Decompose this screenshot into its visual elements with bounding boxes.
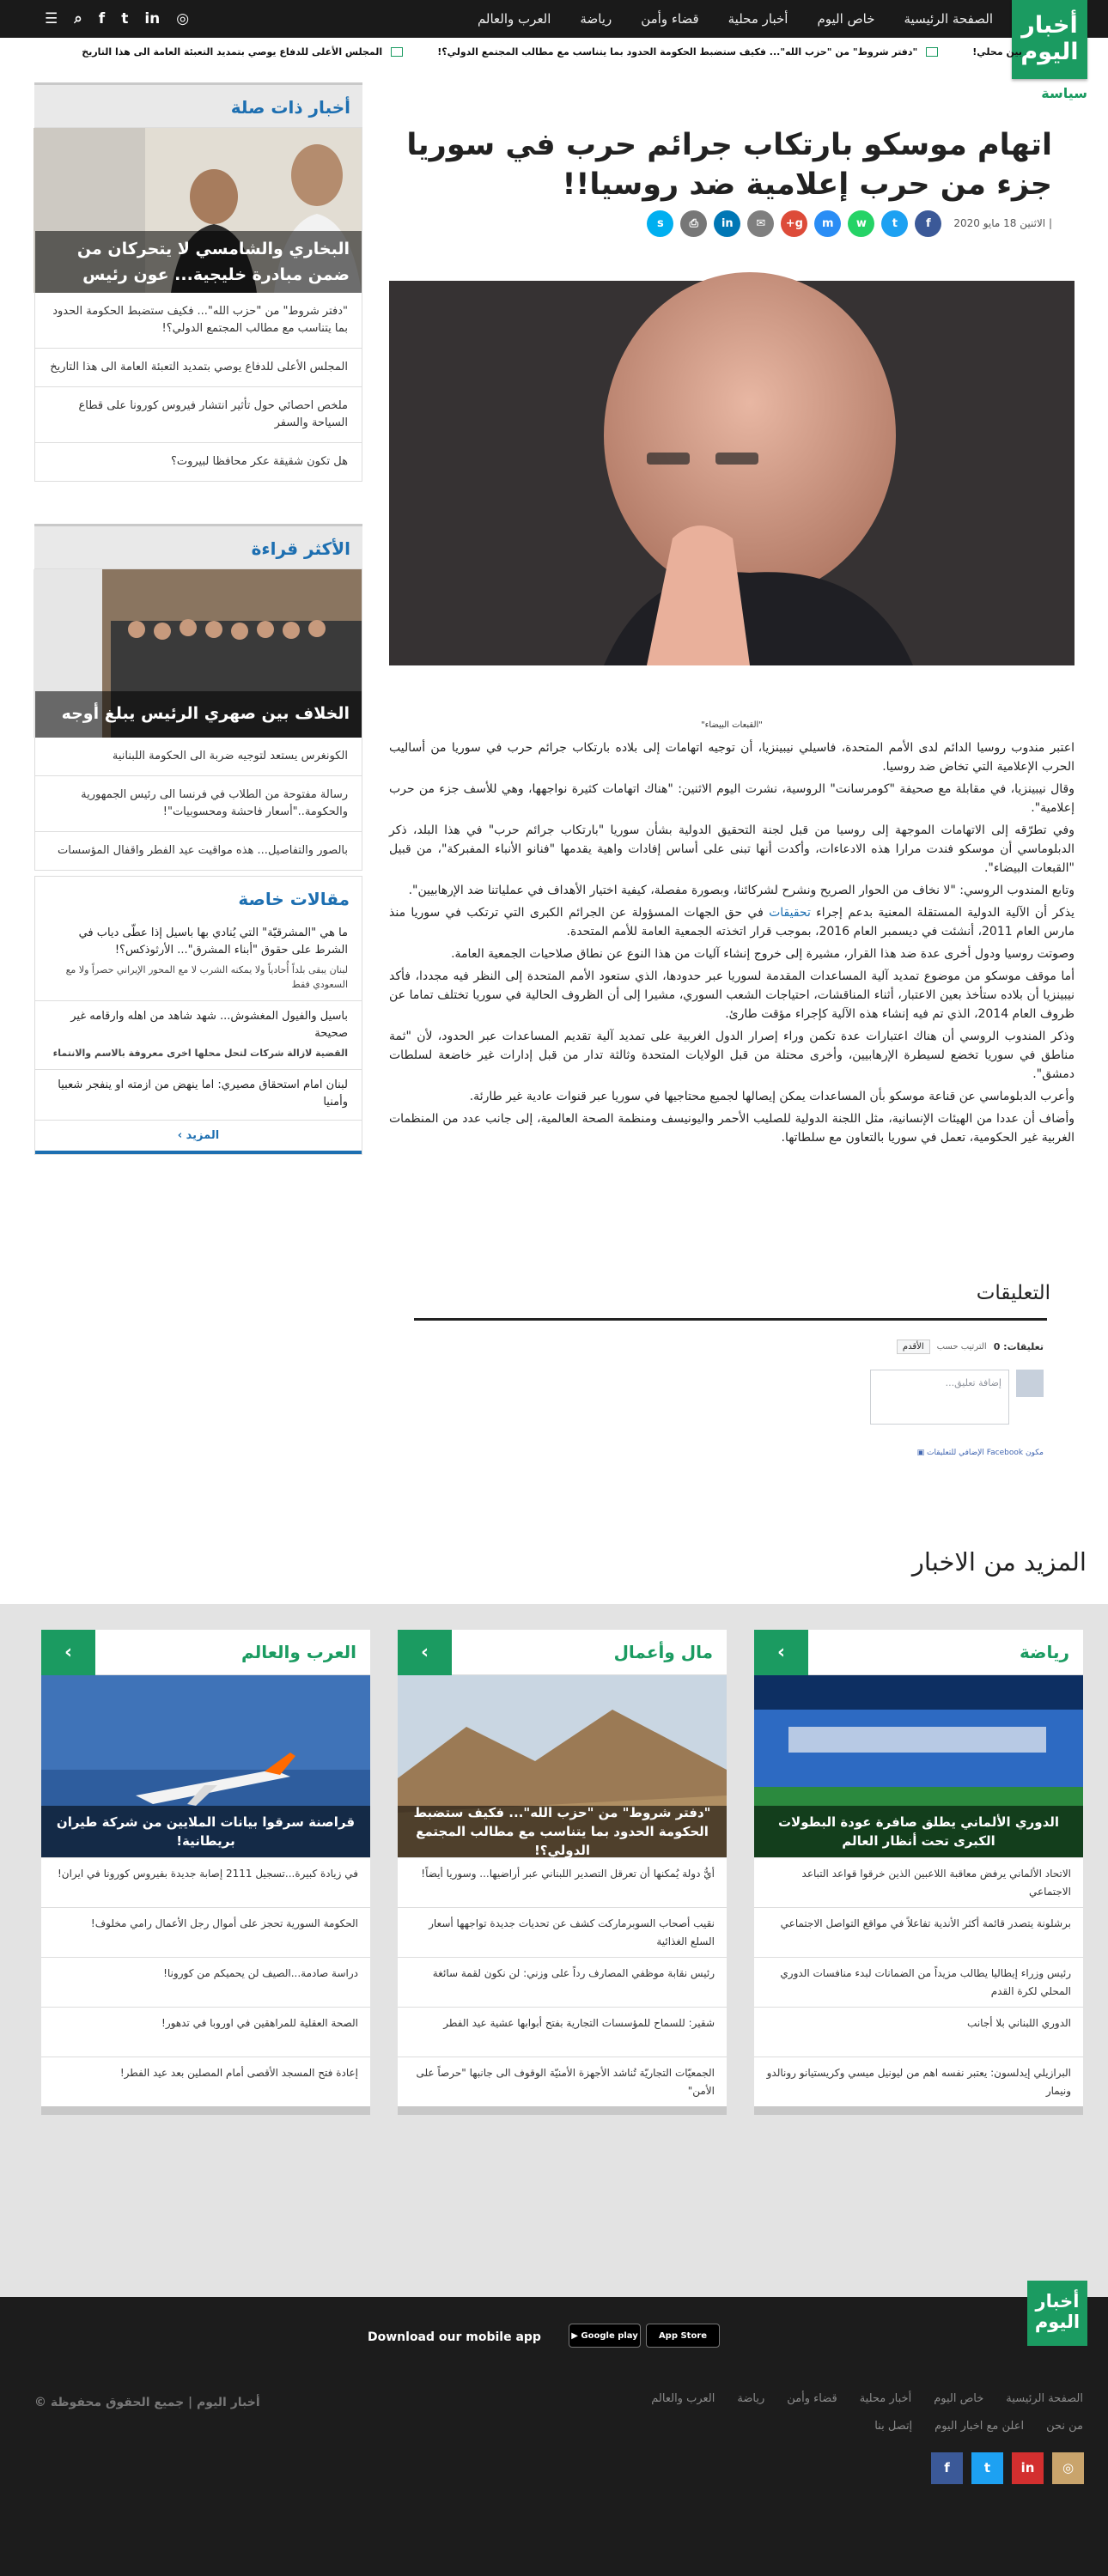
- related-image[interactable]: [35, 128, 362, 310]
- ticker-bullet-icon: [926, 47, 938, 57]
- linkedin-icon[interactable]: in: [1012, 2452, 1044, 2484]
- top-icons: [45, 0, 189, 38]
- site-logo[interactable]: أخبار اليوم: [1012, 0, 1087, 79]
- ticker-item[interactable]: "دفتر شروط" من "حزب الله"... فكيف ستضبط الحكومة الحدود بما يتناسب مع مطالب المجتمع الدولي؟!: [437, 46, 938, 58]
- chevron-right-icon[interactable]: ›: [754, 1630, 808, 1675]
- related-title: أخبار ذات صلة: [34, 82, 362, 127]
- article-paragraph: وأضاف أن عددا من الهيئات الإنسانية، مثل اللجنة الدولية للصليب الأحمر واليونيسف ومنظمة الصحة العالمية، إلى جانب عدد من المنظمات الغربية غير الحكومية، تعمل في سوريا بالتعاون مع سلطاتها.: [389, 1112, 1075, 1145]
- article-meta: [647, 210, 1052, 237]
- image-caption: "القبعات البيضاء": [701, 720, 763, 730]
- column-caption[interactable]: الدوري الألماني يطلق صافرة عودة البطولات الكبرى تحت أنظار العالم: [754, 1806, 1083, 1857]
- column-item[interactable]: أيُّ دولة يُمكنها أن تعرقل التصدير اللبناني عبر أراضيها... وسوريا أيضاً!: [398, 1857, 727, 1907]
- column-item[interactable]: نقيب أصحاب السوبرماركت كشف عن تحديات جديدة تواجهها أسعار السلع الغذائية: [398, 1907, 727, 1957]
- news-column-business: [398, 1630, 727, 2115]
- email-share-icon[interactable]: ✉: [747, 210, 774, 237]
- column-item[interactable]: الجمعيّات التجاريّة تُناشد الأجهزة الأمنيّة الوقوف الى جانبها "حرصاً على الأمن": [398, 2057, 727, 2106]
- copyright: أخبار اليوم | جميع الحقوق محفوظة ©: [34, 2396, 260, 2409]
- sort-label: الترتيب حسب: [936, 1342, 987, 1352]
- chevron-right-icon[interactable]: ›: [41, 1630, 95, 1675]
- ticker-item[interactable]: بين محلي!: [972, 46, 1022, 58]
- facebook-icon[interactable]: f: [98, 10, 106, 27]
- column-caption[interactable]: قراصنة سرقوا بيانات الملايين من شركة طيران بريطانية!: [41, 1806, 370, 1857]
- related-item[interactable]: هل تكون شقيقة عكر محافظا لبيروت؟: [170, 455, 348, 468]
- article-title: اتهام موسكو بارتكاب جرائم حرب في سوريا جزء من حرب إعلامية ضد روسيا!!: [406, 128, 1052, 202]
- ticker-bullet-icon: [391, 47, 403, 57]
- comment-input[interactable]: إضافة تعليق...: [870, 1370, 1009, 1425]
- article-paragraph: وأعرب الدبلوماسي عن قناعة موسكو بأن المساعدات يمكن إيصالها لجميع محتاجيها في سوريا عبر قنوات عادية غير طارئة.: [469, 1090, 1075, 1103]
- chevron-right-icon[interactable]: ›: [398, 1630, 452, 1675]
- special-item[interactable]: ما هي "المشرقيّة" التي يُنادي بها باسيل إذا عطّى دياب في الشرط على حقوق "أبناء المشرق"... الأرثوذكس؟! لبنان يبقى بلداً أُحادياً ولا يمكنه الشرب لا مع المحور الإيراني حصراً ولا مع السعودي فقط: [35, 918, 362, 1001]
- search-icon[interactable]: ⌕: [74, 10, 82, 27]
- mostread-caption[interactable]: الخلاف بين صهري الرئيس يبلغ أوجه: [35, 691, 362, 738]
- mostread-item[interactable]: رسالة مفتوحة من الطلاب في فرنسا الى رئيس الجمهورية والحكومة.."أسعار فاحشة ومحسوبيات"!: [35, 776, 362, 832]
- nav-exclusive[interactable]: خاص اليوم: [817, 11, 875, 27]
- messenger-share-icon[interactable]: m: [814, 210, 841, 237]
- special-title: مقالات خاصة: [238, 889, 350, 909]
- column-title[interactable]: مال وأعمال: [613, 1642, 713, 1662]
- sort-select[interactable]: الأقدم: [897, 1340, 930, 1354]
- column-image[interactable]: [754, 1675, 1083, 1857]
- column-item[interactable]: في زيادة كبيرة...تسجيل 2111 إصابة جديدة بفيروس كورونا في ايران!: [41, 1857, 370, 1907]
- article-paragraph: وذكر المندوب الروسي أن هناك اعتبارات عدة تكمن وراء إصرار الدول الغربية على تمديد آلية تقديم المساعدات عبر الحدود، لأن "ثمة مناطق في سوريا تخضع لسيطرة الإرهابيين، وأخرى محتلة من قبل الولايات المتحدة وثالثة تدار من قبل إدارات غير خاضعة لسلطات دمشق".: [389, 1030, 1075, 1081]
- column-item[interactable]: رئيس وزراء إيطاليا يطالب مزيداً من الضمانات لبدء منافسات الدوري المحلي لكرة القدم: [754, 1957, 1083, 2007]
- column-image[interactable]: [41, 1675, 370, 1857]
- mostread-image[interactable]: [35, 569, 362, 738]
- related-item[interactable]: ملخص احصائي حول تأثير انتشار فيروس كورونا على قطاع السياحة والسفر: [35, 387, 362, 443]
- article-paragraph: أما موقف موسكو من موضوع تمديد آلية المساعدات المقدمة لسوريا عبر حدودها، الذي ستعود الأمم المتحدة إلى النظر فيه مجددا، فأكد نيبينزيا أن بلاده ستأخذ بعين الاعتبار، أثناء المناقشات، احتياجات الشعب السوري، مشيرا إلى أن الظروف الحالية في سوريا تختلف تماما عن ظروف العام 2014، الذي تم فيه إنشاء هذه الآلية كإجراء مؤقت طارئ.: [389, 969, 1075, 1021]
- special-item[interactable]: لبنان امام استحقاق مصيري: اما ينهض من ازمته او ينفجر شعبيا وأمنيا: [35, 1070, 362, 1121]
- investigations-link[interactable]: تحقيقات: [769, 906, 811, 920]
- diplomat-photo: [389, 281, 1075, 665]
- nav-local[interactable]: أخبار محلية: [728, 11, 788, 27]
- section-label[interactable]: سياسة: [1041, 85, 1087, 101]
- instagram-icon[interactable]: ◎: [1052, 2452, 1084, 2484]
- whatsapp-share-icon[interactable]: w: [848, 210, 874, 237]
- main-nav: [478, 0, 993, 38]
- fb-plugin-link[interactable]: مكون Facebook الإضافي للتعليقات ▣: [916, 1449, 1044, 1457]
- footer-link[interactable]: الصفحة الرئيسية: [1006, 2392, 1083, 2405]
- app-store-button[interactable]: App Store: [646, 2324, 720, 2348]
- footer-link[interactable]: اعلن مع اخبار اليوم: [934, 2420, 1025, 2433]
- related-card: [34, 127, 362, 482]
- column-footer: [754, 2106, 1083, 2115]
- nav-world[interactable]: العرب والعالم: [477, 11, 551, 27]
- column-footer: [41, 2106, 370, 2115]
- column-item[interactable]: إعادة فتح المسجد الأقصى أمام المصلين بعد عيد الفطر!: [41, 2057, 370, 2106]
- column-item[interactable]: شقير: للسماح للمؤسسات التجارية بفتح أبوابها عشية عيد الفطر: [398, 2007, 727, 2057]
- facebook-icon: ▣: [916, 1449, 925, 1457]
- nav-justice[interactable]: قضاء وأمن: [641, 11, 699, 27]
- footer-link[interactable]: قضاء وأمن: [787, 2392, 837, 2405]
- article-paragraph: وقال نيبينزيا، في مقابلة مع صحيفة "كومرسانت" الروسية، نشرت اليوم الاثنين: "هناك اتهامات كثيرة نواجهها، وهي للأسف جزء من حرب إعلامية".: [389, 782, 1075, 815]
- comments-plugin: [863, 1340, 1044, 1457]
- mostread-item[interactable]: الكونغرس يستعد لتوجيه ضربة الى الحكومة اللبنانية: [35, 738, 362, 776]
- twitter-icon[interactable]: t: [121, 10, 129, 27]
- column-item[interactable]: برشلونة يتصدر قائمة أكثر الأندية تفاعلاً في مواقع التواصل الاجتماعي: [754, 1907, 1083, 1957]
- footer-link[interactable]: أخبار محلية: [859, 2392, 912, 2405]
- googleplus-share-icon[interactable]: g+: [781, 210, 807, 237]
- comments-title: التعليقات: [976, 1282, 1050, 1304]
- news-column-sports: [754, 1630, 1083, 2115]
- article-paragraph: يذكر أن الآلية الدولية المستقلة المعنية بدعم إجراء تحقيقات في حق الجهات المسؤولة عن الجرائم الكبرى التي ترتكب في سوريا منذ مارس العام 2011، أنشئت في ديسمبر العام 2016، بموجب قرار اتخذته الجمعية العامة للأمم المتحدة.: [389, 906, 1075, 939]
- footer-logo[interactable]: أخبار اليوم: [1027, 2281, 1087, 2346]
- article-paragraph: اعتبر مندوب روسيا الدائم لدى الأمم المتحدة، فاسيلي نيبينزيا، أن توجيه اتهامات إلى بلاده بارتكاب جرائم حرب في سوريا من أساليب الحرب الإعلامية التي تخاض ضد روسيا.: [389, 741, 1075, 774]
- article-paragraph: وفي تطرّقه إلى الاتهامات الموجهة إلى روسيا من قبل لجنة التحقيق الدولية بشأن سوريا "بارتكاب جرائم حرب" في هذا البلد، ذكر الدبلوماسي أن موسكو فندت مرارا هذه الادعاءات، وأكدت أنها تبنى على أساس إفادات واهية يقدمها "فنانو الأنباء المفبركة"، من قبيل "القبعات البيضاء".: [389, 823, 1075, 875]
- column-item[interactable]: الاتحاد الألماني يرفض معاقبة اللاعبين الذين خرقوا قواعد التباعد الاجتماعي: [754, 1857, 1083, 1907]
- news-column-world: [41, 1630, 370, 2115]
- special-more-link[interactable]: المزيد ›: [35, 1121, 362, 1154]
- column-title[interactable]: رياضة: [1020, 1642, 1069, 1662]
- nav-home[interactable]: الصفحة الرئيسية: [904, 11, 993, 27]
- site-footer: [0, 2297, 1108, 2576]
- article-paragraph: وصوتت روسيا ودول أخرى عدة ضد هذا القرار، مشيرة إلى خروج إنشاء آليات من هذا النوع عن نطاق صلاحيات الجمعية العامة.: [451, 947, 1075, 961]
- twitter-icon[interactable]: t: [971, 2452, 1003, 2484]
- article-image: [389, 281, 1075, 665]
- mostread-card: [34, 568, 362, 871]
- ticker-item[interactable]: المجلس الأعلى للدفاع يوصي بتمديد التعبئة العامة الى هذا التاريخ: [82, 46, 403, 58]
- column-image[interactable]: [398, 1675, 727, 1857]
- special-item[interactable]: باسيل والفيول المغشوش... شهد شاهد من اهله وارقامه غير صحيحة القضية لازالة شركات لتحل محلها اخرى معروفة بالاسم والانتماء: [35, 1001, 362, 1070]
- skype-share-icon[interactable]: s: [647, 210, 673, 237]
- related-item[interactable]: "دفتر شروط" من "حزب الله"... فكيف ستضبط الحكومة الحدود بما يتناسب مع مطالب المجتمع الدولي؟!: [35, 293, 362, 349]
- comments-divider: [414, 1318, 1047, 1321]
- footer-social: [931, 2452, 1084, 2484]
- column-caption[interactable]: "دفتر شروط" من "حزب الله"... فكيف ستضبط الحكومة الحدود بما يتناسب مع مطالب المجتمع الدولي؟!: [398, 1806, 727, 1857]
- column-item[interactable]: دراسة صادمة...الصيف لن يحميكم من كورونا!: [41, 1957, 370, 2007]
- avatar: [1016, 1370, 1044, 1397]
- article-body: [389, 738, 1075, 1151]
- menu-icon[interactable]: ☰: [45, 10, 58, 27]
- footer-link[interactable]: إتصل بنا: [874, 2420, 913, 2433]
- column-item[interactable]: الحكومة السورية تحجز على أموال رجل الأعمال رامي مخلوف!: [41, 1907, 370, 1957]
- mostread-item[interactable]: بالصور والتفاصيل... هذه مواقيت عيد الفطر واقفال المؤسسات: [58, 844, 348, 857]
- facebook-share-icon[interactable]: f: [915, 210, 941, 237]
- google-play-button[interactable]: ▶ Google play: [569, 2324, 641, 2348]
- linkedin-icon[interactable]: in: [144, 10, 161, 27]
- linkedin-share-icon[interactable]: in: [714, 210, 740, 237]
- article-paragraph: وتابع المندوب الروسي: "لا نخاف من الحوار الصريح ونشرح لشركائنا، وبصورة مفصلة، كيفية اختيار الأهداف في عملياتنا ضد الإرهابيين".: [408, 884, 1075, 897]
- column-title[interactable]: العرب والعالم: [241, 1642, 356, 1662]
- comment-count: تعليقات: 0: [993, 1341, 1044, 1352]
- column-item[interactable]: الصحة العقلية للمراهقين في اوروبا في تدهور!: [41, 2007, 370, 2057]
- print-share-icon[interactable]: ⎙: [680, 210, 707, 237]
- column-footer: [398, 2106, 727, 2115]
- related-news: [34, 82, 362, 482]
- column-item[interactable]: رئيس نقابة موظفي المصارف رداً على وزني: لن نكون لقمة سائغة: [398, 1957, 727, 2007]
- nav-sports[interactable]: رياضة: [580, 11, 612, 27]
- footer-link[interactable]: العرب والعالم: [651, 2392, 715, 2405]
- column-item[interactable]: البرازيلي إيدلسون: يعتبر نفسه اهم من ليونيل ميسي وكريستيانو رونالدو ونيمار: [754, 2057, 1083, 2106]
- footer-link[interactable]: من نحن: [1046, 2420, 1083, 2433]
- footer-nav: [651, 2392, 1083, 2405]
- facebook-icon[interactable]: f: [931, 2452, 963, 2484]
- footer-link[interactable]: رياضة: [737, 2392, 765, 2405]
- related-caption[interactable]: البخاري والشامسي لا يتحركان من ضمن مبادرة خليجية... عون رئيس محلي!: [35, 231, 362, 293]
- footer-nav-secondary: [874, 2420, 1083, 2433]
- download-app-label: Download our mobile app: [368, 2330, 541, 2344]
- special-articles: [34, 876, 362, 1155]
- column-item[interactable]: الدوري اللبناني بلا أجانب: [754, 2007, 1083, 2057]
- footer-link[interactable]: خاص اليوم: [934, 2392, 984, 2405]
- most-read: [34, 524, 362, 871]
- related-item[interactable]: المجلس الأعلى للدفاع يوصي بتمديد التعبئة العامة الى هذا التاريخ: [35, 349, 362, 387]
- more-news-title: المزيد من الاخبار: [911, 1547, 1087, 1577]
- twitter-share-icon[interactable]: t: [881, 210, 908, 237]
- news-ticker: [0, 38, 1022, 65]
- instagram-icon[interactable]: ◎: [176, 10, 190, 27]
- article-date: | الاثنين 18 مايو 2020: [953, 217, 1052, 229]
- mostread-title: الأكثر قراءة: [34, 524, 362, 568]
